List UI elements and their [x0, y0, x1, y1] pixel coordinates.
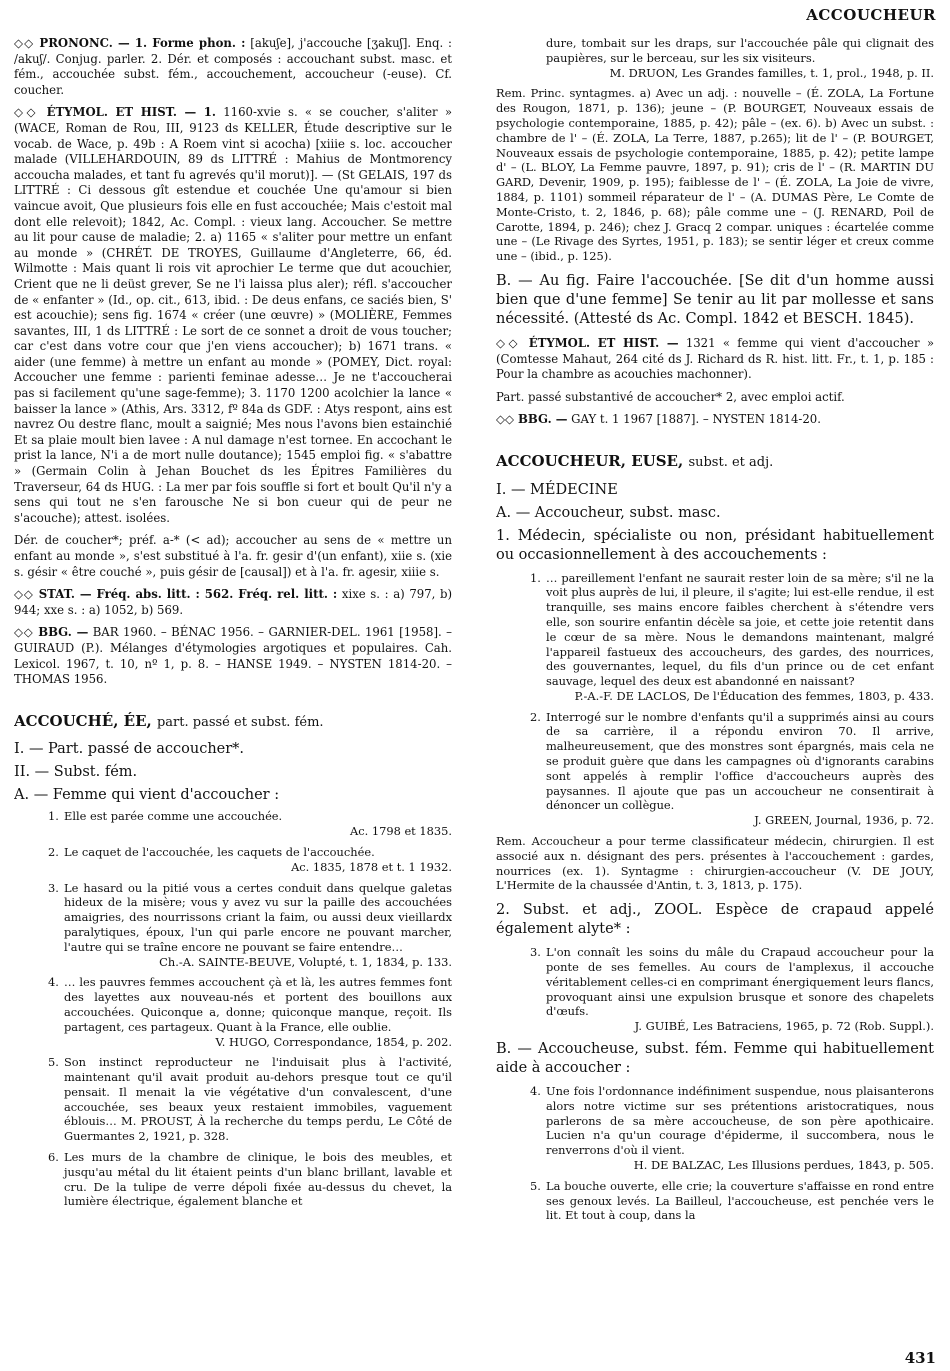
page-number: 431: [904, 1349, 936, 1367]
derivation-paragraph: Dér. de coucher*; préf. a-* (< ad); accoucher au sens de « mettre un enfant au monde », s'est substitué à l'a. fr. gesir d'(un enfant), xiie s. (xie s. gésir « être couché », puis gésir de [causal]) et à l'a. fr. agesir, xiiie s.: [14, 533, 452, 579]
sense-1: 1. Médecin, spécialiste ou non, présidant habituellement ou occasionnellement à des accouchements :: [496, 527, 934, 563]
example-4: 4. Une fois l'ordonnance indéfiniment suspendue, nous plaisanterons alors notre victime sur ses prétentions aristocratiques, nous parlerons de sa mère accoucheuse, de son père apothicaire. Lucien n'a qu'un courage d'épiderme, il succombera, nous le renverrons d'où il vient. H. DE BALZAC, Les Illusions perdues, 1843, p. 505.: [530, 1084, 934, 1173]
example-1: 1. … pareillement l'enfant ne saurait rester loin de sa mère; s'il ne la voit plus auprès de lui, il pleure, il s'agite; lui est-elle rendue, il est tranquille, ses mains encore faibles cherchent à s'étendre vers elle, son sourire enfantin décèle sa joie, et cette joie retentit dans le cœur de sa mère. Nous le demandons maintenant, malgré l'appareil fastueux des accoucheurs, des gardes, des nourrices, des gouvernantes, lequel, du fils d'un prince ou de cet enfant sauvage, lequel des deux est abandonné en naissant? P.-A.-F. DE LACLOS, De l'Éducation des femmes, 1803, p. 433.: [530, 570, 934, 703]
example-source: P.-A.-F. DE LACLOS, De l'Éducation des femmes, 1803, p. 433.: [574, 688, 934, 703]
entry-headword-accouchee: ACCOUCHÉ, ÉE, part. passé et subst. fém.: [14, 711, 324, 730]
example-2: 2. Interrogé sur le nombre d'enfants qu'il a supprimés ainsi au cours de sa carrière, il a répondu environ 70. Il arrive, malheureusement, que des monstres sont épargnés, mais cela ne se produit guère que dans les campagnes où d'ignorants carabins sont appelés à remplir l'office d'accoucheurs auprès des paysannes. Il ajoute que pas un accoucheur ne consentirait à dénoncer un collègue. J. GREEN, Journal, 1936, p. 72.: [530, 709, 934, 828]
example-3: 3. Le hasard ou la pitié vous a certes conduit dans quelque galetas hideux de la misère; vous y avez vu sur la paille des accouchées amaigries, des nourrissons criant la faim, ou aussi deux vieillardx paralytiques, époux, l'un qui parle encore ne pouvant marcher, l'autre qui se traîne encore ne pouvant se faire entendre… Ch.-A. SAINTE-BEUVE, Volupté, t. 1, 1834, p. 133.: [48, 880, 452, 969]
running-head: ACCOUCHEUR: [806, 6, 936, 24]
division-A: A. — Femme qui vient d'accoucher :: [14, 787, 280, 804]
prononc-section: ◇◇ PRONONC. — 1. Forme phon. : [akuʃe], j'accouche [ʒakuʃ]. Enq. : /akuʃ/. Conjug. parler. 2. Dér. et composés : accouchant subst. masc. et fém., accouchée subst. fém., accouchement, accoucheur (-euse). Cf. coucher.: [14, 36, 452, 97]
division-B-figurative: B. — Au fig. Faire l'accouchée. [Se dit d'un homme aussi bien que d'une femme] Se tenir au lit par mollesse et sans nécessité. (Attesté ds Ac. Compl. 1842 et BESCH. 1845).: [496, 272, 934, 327]
right-column: [496, 36, 934, 1344]
division-A-accoucheur: A. — Accoucheur, subst. masc.: [496, 504, 721, 521]
example-5: 5. Son instinct reproducteur ne l'induisait plus à l'activité, maintenant qu'il avait produit au-dehors presque tout ce qu'il pensait. Il menait la vie végétative d'un convalescent, d'une accouchée, ses beaux yeux restaient immobiles, vaguement éblouis… M. PROUST, À la recherche du temps perdu, Le Côté de Guermantes 2, 1921, p. 328.: [48, 1055, 452, 1144]
example-source: M. DRUON, Les Grandes familles, t. 1, prol., 1948, p. II.: [609, 65, 934, 80]
division-I: I. — Part. passé de accoucher*.: [14, 741, 245, 758]
entry-headword-accoucheur: ACCOUCHEUR, EUSE, subst. et adj.: [496, 451, 774, 470]
remark-accoucheur: Rem. Accoucheur a pour terme classificateur médecin, chirurgien. Il est associé aux n. désignant des pers. présentes à l'accouchement : gardes, nourrices (ex. 1). Syntagme : chirurgien-accoucheur (V. DE JOUY, L'Hermite de la chaussée d'Antin, t. 3, 1813, p. 175).: [496, 834, 934, 893]
example-source: V. HUGO, Correspondance, 1854, p. 202.: [215, 1034, 452, 1049]
division-II: II. — Subst. fém.: [14, 764, 138, 781]
left-column: [14, 36, 452, 1344]
division-B-accoucheuse: B. — Accoucheuse, subst. fém. Femme qui habituellement aide à accoucher :: [496, 1041, 934, 1077]
sense-2: 2. Subst. et adj., ZOOL. Espèce de crapaud appelé également alyte* :: [496, 902, 934, 938]
example-source: Ch.-A. SAINTE-BEUVE, Volupté, t. 1, 1834, p. 133.: [159, 954, 452, 969]
example-source: Ac. 1835, 1878 et t. 1 1932.: [291, 859, 452, 874]
example-6: 6. Les murs de la chambre de clinique, le bois des meubles, et jusqu'au métal du lit étaient peints d'un blanc brillant, lavable et cru. De la tulipe de verre dépoli fixée au-dessus du chevet, la lumière électrique, également blanche et: [48, 1150, 452, 1209]
example-4: 4. … les pauvres femmes accouchent çà et là, les autres femmes font des layettes aux nouveau-nés et portent des bouillons aux accouchées. Quiconque a, donne; quiconque manque, reçoit. Ils partagent, ces partageux. Quant à la France, elle oublie. V. HUGO, Correspondance, 1854, p. 202.: [48, 975, 452, 1049]
example-source: J. GUIBÉ, Les Batraciens, 1965, p. 72 (Rob. Suppl.).: [634, 1019, 934, 1034]
example-3: 3. L'on connaît les soins du mâle du Crapaud accoucheur pour la ponte de ses femelles. Au cours de l'amplexus, il accouche véritablement celles-ci en comprimant énergiquement leurs flancs, provoquant ainsi une expulsion brusque et sonore des chapelets d'œufs. J. GUIBÉ, Les Batraciens, 1965, p. 72 (Rob. Suppl.).: [530, 945, 934, 1034]
example-6-continuation: dure, tombait sur les draps, sur l'accouchée pâle qui clignait des paupières, sur le berceau, sur les six visiteurs. M. DRUON, Les Grandes familles, t. 1, prol., 1948, p. II.: [546, 36, 934, 80]
division-I-medecine: I. — MÉDECINE: [496, 481, 618, 498]
stat-section: ◇◇ STAT. — Fréq. abs. litt. : 562. Fréq. rel. litt. : xixe s. : a) 797, b) 944; xxe s. : a) 1052, b) 569.: [14, 587, 452, 617]
etymol-section: ◇◇ ÉTYMOL. ET HIST. — 1. 1160-xvie s. « se coucher, s'aliter » (WACE, Roman de Rou, III, 9123 ds KELLER, Étude descriptive sur le vocab. de Wace, p. 49b : A Roem vint si acocha) [xiiie s. loc. accoucher malade (VILLEHARDOUIN, 89 ds LITTRÉ : Mahius de Montmorency accoucha malades, et tant fu agrevés qu'il morut)]. — (St GELAIS, 197 ds LITTRÉ : Ci dessous gît estendue et couchée Une qu'amour si bien vaincue avoit, Que plusieurs fois elle en fust accouchée; Mais c'estoit mal dont elle relevoit); 1842, Ac. Compl. : vieux lang. Accoucher. Se mettre au lit pour cause de maladie; 2. a) 1165 « s'aliter pour mettre un enfant au monde » (CHRÉT. DE TROYES, Guillaume d'Angleterre, 66, éd. Wilmotte : Mais quant li rois vit aprochier Le terme que dut acouchier, Crient que ne li deüst grever, Se ne l'i laissa plus aler); réfl. s'accoucher de « enfanter » (Id., op. cit., 613, ibid. : De deus enfans, ce saciés bien, S' est acouchie); sens fig. 1674 « créer (une œuvre) » (MOLIÈRE, Femmes savantes, III, 1 ds LITTRÉ : Le sort de ce sonnet a droit de vous toucher; car c'est dans votre cour que j'en viens accoucher); b) 1671 trans. « aider (une femme) à mettre un enfant au monde » (POMEY, Dict. royal: Accoucher une femme : parienti feminae adesse… Je ne t'accoucherai pas si facilement qu'une sage-femme); 3. 1170 1200 acolchier la lance « baisser la lance » (Athis, Ars. 3312, fº 84a ds GDF. : Atys respont, ains est navrez Ou destre flanc, moult a saignié; Mes nous l'avons bien estainchié Et sa plaie moult bien lavee : A nul damage n'est tornee. En accochant le prist la lance, N'i a de mort nulle doutance); 1545 emploi fig. « s'abattre » (Germain Colin à Jehan Bouchet ds les Épitres Familières du Traverseur, 64 ds HUG. : La mer par fois souffle si fort et boult Qu'il n'y a sens qui tout ne s'en farousche Ne si bon cueur qui de peur ne s'acouche); attest. isolées.: [14, 105, 452, 525]
bbg-section-accouchee: ◇◇ BBG. — GAY t. 1 1967 [1887]. – NYSTEN 1814-20.: [496, 412, 821, 427]
example-source: J. GREEN, Journal, 1936, p. 72.: [754, 813, 934, 828]
remark-syntagms: Rem. Princ. syntagmes. a) Avec un adj. : nouvelle – (É. ZOLA, La Fortune des Rougon, 1871, p. 136); jeune – (P. BOURGET, Nouveaux essais de psychologie contemporaine, 1885, p. 42); pâle – (ex. 6). b) Avec un subst. : chambre de l' – (É. ZOLA, La Terre, 1887, p.265); lit de l' – (P. BOURGET, Nouveaux essais de psychologie contemporaine, 1885, p. 42); petite lampe d' – (L. BLOY, La Femme pauvre, 1897, p. 91); cris de l' – (R. MARTIN DU GARD, Devenir, 1909, p. 195); faiblesse de l' – (É. ZOLA, La Joie de vivre, 1884, p. 1101) sommeil réparateur de l' – (A. DUMAS Père, Le Comte de Monte-Cristo, t. 2, 1846, p. 68); pâle comme une – (J. RENARD, Poil de Carotte, 1894, p. 246); chez J. Gracq 2 compar. uniques : écartelée comme une – (Le Rivage des Syrtes, 1951, p. 183); se sentir léger et creux comme une – (ibid., p. 125).: [496, 86, 934, 264]
example-2: 2. Le caquet de l'accouchée, les caquets de l'accouchée. Ac. 1835, 1878 et t. 1 1932.: [48, 844, 452, 874]
etymol-note: Part. passé substantivé de accoucher* 2, avec emploi actif.: [496, 389, 845, 404]
example-source: H. DE BALZAC, Les Illusions perdues, 1843, p. 505.: [633, 1158, 934, 1173]
example-source: Ac. 1798 et 1835.: [349, 824, 452, 839]
etymol-section-accouchee: ◇◇ ÉTYMOL. ET HIST. — 1321 « femme qui vient d'accoucher » (Comtesse Mahaut, 264 cité ds J. Richard ds R. hist. litt. Fr., t. 1, p. 185 : Pour la chambre as acouchies machonner).: [496, 335, 934, 382]
example-1: 1. Elle est parée comme une accouchée. Ac. 1798 et 1835.: [48, 809, 452, 839]
bbg-section: ◇◇ BBG. — BAR 1960. – BÉNAC 1956. – GARNIER-DEL. 1961 [1958]. – GUIRAUD (P.). Mélanges d'étymologies argotiques et populaires. Cah. Lexicol. 1967, t. 10, nº 1, p. 8. – HANSE 1949. – NYSTEN 1814-20. – THOMAS 1956.: [14, 625, 452, 687]
example-5: 5. La bouche ouverte, elle crie; la couverture s'affaisse en rond entre ses genoux levés. La Bailleul, l'accoucheuse, est penchée vers le lit. Et tout à coup, dans la: [530, 1178, 934, 1223]
